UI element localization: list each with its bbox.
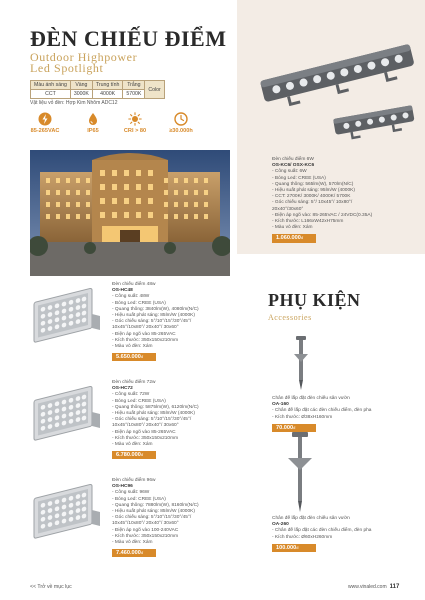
- spec-line: - Màu vỏ đèn: Xám: [112, 344, 153, 350]
- clock-icon: [174, 112, 188, 126]
- ground-spike-260-image: [280, 432, 320, 514]
- spec-line: - Hiệu suất phát sáng: 85lm/W (4000K): [112, 509, 195, 515]
- spec-line: - Điện áp ngõ vào: 85-265VAC / 24VDC(0.35A): [272, 212, 373, 218]
- price-currency: đ: [296, 544, 299, 550]
- feature-label: IP65: [87, 128, 99, 134]
- spec-line: - Quang thông: 7880lm(W), 8160lm(N/C): [112, 502, 199, 508]
- price-tag: [272, 424, 316, 432]
- spec-line: - Quang thông: 565lm(W), 570lm(N/C): [272, 181, 354, 187]
- hotel-night-photo: [30, 150, 230, 276]
- spec-line: - Kích thước: 350x150x210mm: [112, 533, 179, 539]
- spec-line: - Góc chiếu sáng: 5°/10°/15°/30°/45°/: [112, 515, 192, 521]
- spec-line: - Kích thước: L166xW42xH75mm: [272, 219, 344, 225]
- material-note: Vật liệu vỏ đèn: Hợp Kim Nhôm ADC12: [30, 100, 118, 106]
- spec-line: - Hiệu suất phát sáng: 85lm/W (4000K): [112, 313, 195, 319]
- spec-line: - Quang thông: 5875lm(W), 6120lm(N/C): [112, 404, 199, 410]
- price-value: 100.000: [276, 544, 297, 551]
- spec-line: - Công suất: 48W: [112, 294, 150, 300]
- ground-spike-160-image: [288, 336, 314, 392]
- table-cell: 5700K: [123, 90, 145, 99]
- product-name: Đèn chiếu điểm 96w: [112, 478, 156, 483]
- color-temperature-table: [30, 80, 165, 99]
- spec-line: - Điện áp ngõ vào 85-265VAC: [112, 429, 176, 435]
- spec-line: - Chân đế lắp đặt các đèn chiếu điểm, đèn pha: [272, 528, 372, 534]
- spec-line: - Kích thước: 350x150x210mm: [112, 435, 179, 441]
- product-code: OS-HC72: [112, 386, 133, 392]
- price-tag: [112, 549, 156, 557]
- accessories-title: PHỤ KIỆN: [268, 290, 361, 310]
- product-hc48-info: [112, 282, 257, 361]
- spec-line: - Bóng Led: CREE (USA): [112, 300, 166, 306]
- product-hc72-info: [112, 380, 257, 459]
- table-cell: CCT: [31, 90, 71, 99]
- spec-line: - Bóng Led: CREE (USA): [112, 496, 166, 502]
- spec-line: 10x45°/10x80°/ 20x40°/ 30x60°: [112, 423, 179, 429]
- subtitle-line-2: Led Spotlight: [30, 61, 104, 75]
- subtitle-line-1: Outdoor Highpower: [30, 50, 138, 64]
- price-value: 1.060.000: [276, 235, 301, 242]
- spec-line: - CCT: 2700K/ 3000K/ 4000K/ 5700K: [272, 194, 351, 200]
- page-footer: [348, 584, 399, 590]
- spec-line: - Điện áp ngõ vào 100-240VAC: [112, 527, 179, 533]
- product-name: Đèn chiếu điểm 6W: [272, 157, 314, 162]
- spec-line: - Hiệu suất phát sáng: 85lm/W (4000K): [112, 411, 195, 417]
- product-kc6-info: [272, 157, 422, 243]
- spec-line: - Quang thông: 3840lm(W), 4080lm(N/C): [112, 306, 199, 312]
- table-cell: 4000K: [92, 90, 122, 99]
- spec-line: - Màu vỏ đèn: Xám: [112, 442, 153, 448]
- table-cell: Màu ánh sáng: [31, 81, 71, 90]
- feature-voltage: [28, 112, 62, 134]
- spec-line: - Kích thước: Ø38xH160mm: [272, 414, 333, 420]
- page-title: ĐÈN CHIẾU ĐIỂM: [30, 26, 227, 51]
- product-code: OS-KC6/ OSX-KC6: [272, 163, 315, 169]
- feature-label: CRI > 80: [123, 128, 147, 134]
- spec-line: - Bóng Led: CREE (USA): [112, 398, 166, 404]
- product-name: Đèn chiếu điểm 72w: [112, 380, 156, 385]
- product-code: OS-HC96: [112, 484, 133, 490]
- table-cell: Trung tính: [92, 81, 122, 90]
- table-cell-color: Color: [145, 81, 164, 99]
- table-cell: Trắng: [123, 81, 145, 90]
- product-code: OA-160: [272, 402, 289, 408]
- price-tag: [112, 353, 156, 361]
- product-hc96-info: [112, 478, 257, 557]
- spec-line: 10x45°/10x80°/ 20x40°/ 30x60°: [112, 325, 179, 331]
- spec-line: - Góc chiếu sáng: 5°/10°/15°/30°/45°/: [112, 319, 192, 325]
- spec-line: - Kích thước: Ø60xH260mm: [272, 534, 333, 540]
- spec-line: - Công suất: 96W: [112, 490, 150, 496]
- power-plug-icon: [38, 112, 52, 126]
- price-currency: đ: [140, 354, 144, 360]
- spec-line: - Kích thước: 350x150x210mm: [112, 337, 179, 343]
- price-currency: đ: [140, 550, 144, 556]
- linear-spotlight-small-image: [330, 100, 418, 142]
- feature-label: ≥30.000h: [169, 128, 193, 134]
- spec-line: - Điện áp ngõ vào 85-265VAC: [112, 331, 176, 337]
- price-value: 5.650.000: [116, 354, 141, 361]
- back-to-toc-link[interactable]: << Trở về mục lục: [30, 584, 72, 590]
- website-link[interactable]: www.vinaled.com: [348, 584, 387, 590]
- spec-line: 10x45°/10x80°/ 20x40°/ 30x60°: [112, 521, 179, 527]
- spec-line: 20x40°/30x60°: [272, 206, 304, 212]
- table-cell: Vàng: [70, 81, 92, 90]
- spec-line: - Hiệu suất phát sáng: 95lm/W (4000K): [272, 188, 355, 194]
- spec-line: - Góc chiếu sáng: 5°/ 10x45°/ 10x80°/: [272, 200, 353, 206]
- waterproof-icon: [86, 112, 100, 126]
- price-currency: đ: [300, 235, 304, 241]
- price-value: 6.780.000: [116, 452, 141, 459]
- page-number: 117: [389, 584, 400, 590]
- product-name: Đèn chiếu điểm 48w: [112, 282, 156, 287]
- feature-icons: [28, 112, 218, 136]
- product-code: OS-HC48: [112, 288, 133, 294]
- price-tag: [272, 234, 316, 242]
- price-tag: [272, 544, 316, 552]
- price-currency: đ: [140, 452, 144, 458]
- floodlight-72w-image: [28, 384, 104, 446]
- floodlight-96w-image: [28, 482, 104, 544]
- feature-ip: [76, 112, 110, 134]
- price-tag: [112, 451, 156, 459]
- product-name: Chân đế lắp đặt đèn chiếu sân vườn: [272, 516, 350, 521]
- price-currency: đ: [293, 424, 296, 430]
- floodlight-48w-image: [28, 286, 104, 348]
- spec-line: - Công suất: 72W: [112, 392, 150, 398]
- feature-lifetime: [164, 112, 198, 134]
- spec-line: - Bóng Led: CREE (USA): [272, 175, 326, 181]
- feature-cri: [118, 112, 152, 134]
- accessory-oa260-info: [272, 516, 422, 552]
- table-cell: 3000K: [70, 90, 92, 99]
- spec-line: - Màu vỏ đèn: Xám: [272, 225, 313, 231]
- product-code: OA-260: [272, 522, 289, 528]
- price-value: 70.000: [276, 424, 294, 431]
- price-value: 7.460.000: [116, 550, 141, 557]
- page-subtitle: [30, 52, 137, 74]
- product-name: Chân đế lắp đặt đèn chiếu sân vườn: [272, 396, 350, 401]
- spec-line: - Chân đế lắp đặt các đèn chiếu điểm, đèn pha: [272, 408, 372, 414]
- accessories-subtitle: Accessories: [268, 313, 312, 322]
- spec-line: - Góc chiếu sáng: 5°/10°/15°/30°/45°/: [112, 417, 192, 423]
- spec-line: - Công suất: 6W: [272, 169, 307, 175]
- sun-icon: [128, 112, 142, 126]
- spec-line: - Màu vỏ đèn: Xám: [112, 540, 153, 546]
- feature-label: 85-265VAC: [30, 128, 60, 134]
- accessory-oa160-info: [272, 396, 422, 432]
